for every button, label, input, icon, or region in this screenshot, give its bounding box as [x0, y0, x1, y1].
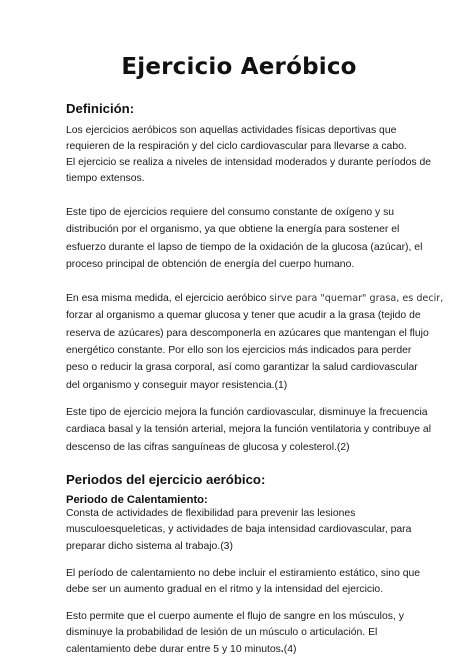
- text-line: reserva de azúcares) para descomponerla en azúcares que mantengan el flujo: [66, 327, 429, 339]
- text-line: El período de calentamiento no debe incluir el estiramiento estático, sino que: [66, 567, 421, 579]
- text-line: [66, 642, 412, 659]
- paragraph-definicion: [66, 123, 432, 187]
- text-segment-alt-font: sirve para "quemar" grasa, es decir,: [269, 293, 444, 305]
- heading-definicion: Definición:: [66, 101, 135, 116]
- citation: (4): [283, 644, 297, 656]
- paragraph-grasa: [66, 290, 444, 394]
- text-line: musculoesqueleticas, y actividades de baja intensidad cardiovascular, para: [66, 524, 412, 536]
- text-line: distribución por el organismo, ya que obtiene la energía para sostener el: [66, 224, 400, 236]
- text-line: del organismo y conseguir mayor resistencia.(1): [66, 379, 288, 391]
- text-line: Consta de actividades de flexibilidad para prevenir las lesiones: [66, 507, 356, 519]
- paragraph-flexibilidad: [66, 506, 412, 556]
- text-line: debe ser un aumento gradual en el ritmo y la intensidad del ejercicio.: [66, 584, 384, 596]
- text-line: [66, 290, 444, 307]
- text-segment: En esa misma medida, el ejercicio aeróbico: [66, 293, 270, 305]
- text-line: proceso principal de obtención de energía del cuerpo humano.: [66, 258, 355, 270]
- text-line: energético constante. Por ello son los ejercicios más indicados para perder: [66, 345, 412, 357]
- text-line: tiempo extensos.: [66, 173, 145, 184]
- text-line: esfuerzo durante el lapso de tiempo de la oxidación de la glucosa (azúcar), el: [66, 241, 423, 253]
- text-line: preparar dicho sistema al trabajo.(3): [66, 541, 233, 553]
- page-title: Ejercicio Aeróbico: [121, 54, 357, 80]
- text-line: Esto permite que el cuerpo aumente el flujo de sangre en los músculos, y: [66, 610, 404, 622]
- text-line: Este tipo de ejercicios requiere del consumo constante de oxígeno y su: [66, 207, 395, 218]
- paragraph-estiramiento: [66, 566, 421, 599]
- paragraph-funcion-cardiovascular: [66, 404, 432, 456]
- text-line: disminuye la probabilidad de lesión de un músculo o articulación. El: [66, 627, 378, 639]
- text-line: requieren de la respiración y del ciclo cardiovascular para llevarse a cabo.: [66, 141, 407, 152]
- text-line: Los ejercicios aeróbicos son aquellas actividades físicas deportivas que: [66, 125, 397, 136]
- subheading-calentamiento: Periodo de Calentamiento:: [66, 493, 208, 506]
- text-line: peso o reducir la grasa corporal, así como garantizar la salud cardiovascular: [66, 362, 418, 374]
- heading-periodos: Periodos del ejercicio aeróbico:: [66, 471, 266, 487]
- text-segment: calentamiento debe durar entre 5 y 10 minutos: [66, 644, 281, 656]
- text-line: cardiaca basal y la tensión arterial, mejora la función ventilatoria y contribuye al: [66, 424, 432, 436]
- paragraph-flujo-sangre: [66, 609, 412, 659]
- text-line: forzar al organismo a quemar glucosa y tener que acudir a la grasa (tejido de: [66, 310, 421, 322]
- text-line: El ejercicio se realiza a niveles de intensidad moderados y durante períodos de: [66, 157, 432, 168]
- text-line: Este tipo de ejercicio mejora la función cardiovascular, disminuye la frecuencia: [66, 406, 428, 418]
- text-line: descenso de las cifras sanguíneas de glucosa y colesterol.(2): [66, 441, 350, 453]
- bold-period: .: [280, 644, 284, 656]
- paragraph-oxigeno: [66, 204, 423, 273]
